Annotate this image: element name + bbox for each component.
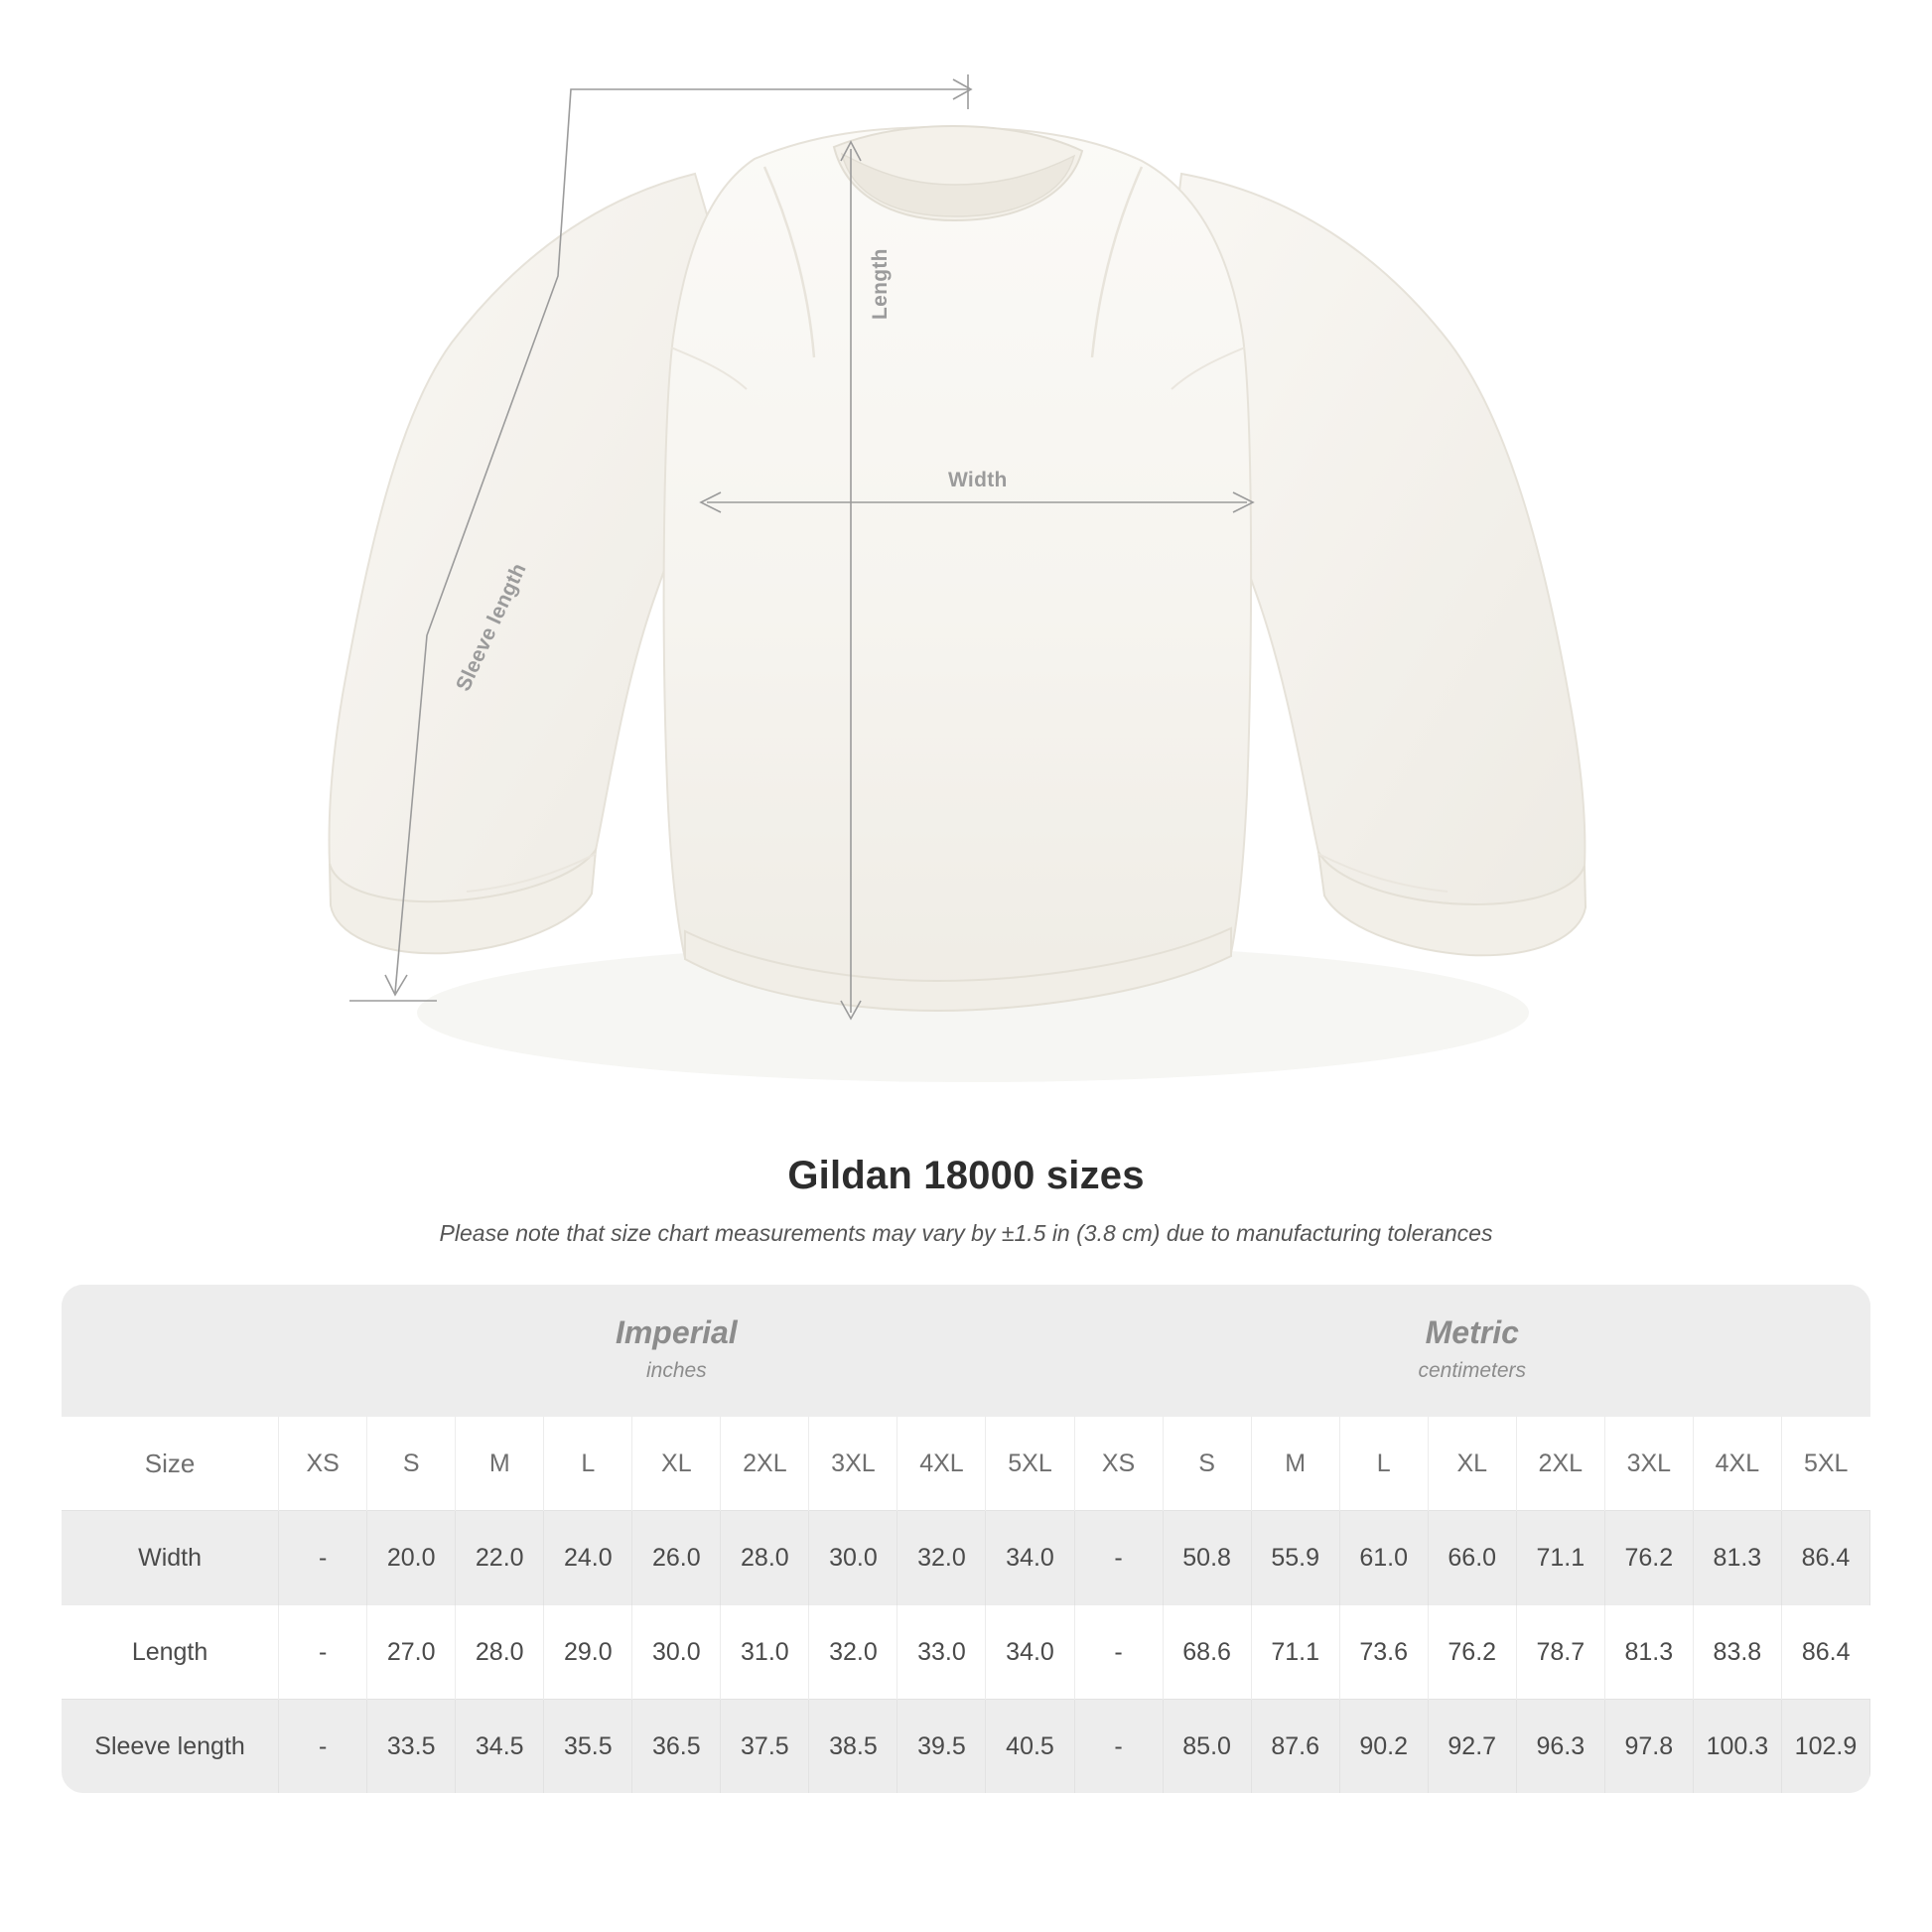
length-imperial-xs: - <box>279 1605 367 1700</box>
length-imperial-s: 27.0 <box>367 1605 456 1700</box>
header-metric-s: S <box>1163 1417 1251 1511</box>
width-metric-m: 55.9 <box>1251 1511 1339 1605</box>
sleeve-metric-l: 90.2 <box>1339 1700 1428 1794</box>
metric-label: Metric <box>1425 1314 1519 1350</box>
sleeve-metric-s: 85.0 <box>1163 1700 1251 1794</box>
length-metric-2xl: 78.7 <box>1516 1605 1604 1700</box>
sleeve-imperial-m: 34.5 <box>456 1700 544 1794</box>
title-block <box>0 1154 1932 1247</box>
sleeve-metric-xl: 92.7 <box>1428 1700 1516 1794</box>
row-label-width: Width <box>62 1511 279 1605</box>
sleeve-imperial-xs: - <box>279 1700 367 1794</box>
header-imperial-2xl: 2XL <box>721 1417 809 1511</box>
length-imperial-xl: 30.0 <box>632 1605 721 1700</box>
length-metric-4xl: 83.8 <box>1693 1605 1781 1700</box>
header-metric-3xl: 3XL <box>1604 1417 1693 1511</box>
imperial-unit-cell <box>279 1285 1074 1417</box>
sleeve-metric-3xl: 97.8 <box>1604 1700 1693 1794</box>
sleeve-length-label: Sleeve length <box>452 559 531 695</box>
sleeve-metric-2xl: 96.3 <box>1516 1700 1604 1794</box>
sleeve-metric-xs: - <box>1074 1700 1163 1794</box>
width-imperial-l: 24.0 <box>544 1511 632 1605</box>
width-metric-5xl: 86.4 <box>1781 1511 1869 1605</box>
width-metric-2xl: 71.1 <box>1516 1511 1604 1605</box>
imperial-sub-label: inches <box>645 1359 707 1382</box>
size-table-container <box>62 1285 1870 1793</box>
width-metric-4xl: 81.3 <box>1693 1511 1781 1605</box>
units-header-row <box>62 1285 1870 1417</box>
width-label: Width <box>948 469 1008 491</box>
header-metric-m: M <box>1251 1417 1339 1511</box>
width-imperial-s: 20.0 <box>367 1511 456 1605</box>
width-imperial-4xl: 32.0 <box>897 1511 986 1605</box>
size-header-row <box>62 1417 1870 1511</box>
row-label-sleeve-length: Sleeve length <box>62 1700 279 1794</box>
header-metric-2xl: 2XL <box>1516 1417 1604 1511</box>
length-imperial-3xl: 32.0 <box>809 1605 897 1700</box>
units-spacer <box>62 1285 279 1417</box>
header-imperial-xl: XL <box>632 1417 721 1511</box>
header-imperial-5xl: 5XL <box>986 1417 1074 1511</box>
header-metric-4xl: 4XL <box>1693 1417 1781 1511</box>
header-imperial-s: S <box>367 1417 456 1511</box>
width-imperial-3xl: 30.0 <box>809 1511 897 1605</box>
header-metric-5xl: 5XL <box>1781 1417 1869 1511</box>
length-imperial-l: 29.0 <box>544 1605 632 1700</box>
sleeve-metric-5xl: 102.9 <box>1781 1700 1869 1794</box>
table-row <box>62 1511 1870 1605</box>
length-metric-3xl: 81.3 <box>1604 1605 1693 1700</box>
row-label-length: Length <box>62 1605 279 1700</box>
length-metric-s: 68.6 <box>1163 1605 1251 1700</box>
header-metric-xl: XL <box>1428 1417 1516 1511</box>
width-metric-l: 61.0 <box>1339 1511 1428 1605</box>
length-metric-l: 73.6 <box>1339 1605 1428 1700</box>
table-row <box>62 1605 1870 1700</box>
sleeve-imperial-l: 35.5 <box>544 1700 632 1794</box>
length-imperial-4xl: 33.0 <box>897 1605 986 1700</box>
header-imperial-xs: XS <box>279 1417 367 1511</box>
header-metric-xs: XS <box>1074 1417 1163 1511</box>
sleeve-imperial-3xl: 38.5 <box>809 1700 897 1794</box>
width-imperial-2xl: 28.0 <box>721 1511 809 1605</box>
size-header-cell: Size <box>62 1417 279 1511</box>
sleeve-metric-4xl: 100.3 <box>1693 1700 1781 1794</box>
header-metric-l: L <box>1339 1417 1428 1511</box>
width-imperial-xl: 26.0 <box>632 1511 721 1605</box>
header-imperial-4xl: 4XL <box>897 1417 986 1511</box>
length-label: Length <box>869 248 892 320</box>
sleeve-imperial-s: 33.5 <box>367 1700 456 1794</box>
length-imperial-2xl: 31.0 <box>721 1605 809 1700</box>
metric-sub-label: centimeters <box>1418 1359 1527 1382</box>
size-table <box>62 1285 1870 1793</box>
width-metric-xs: - <box>1074 1511 1163 1605</box>
width-metric-3xl: 76.2 <box>1604 1511 1693 1605</box>
length-metric-m: 71.1 <box>1251 1605 1339 1700</box>
length-imperial-5xl: 34.0 <box>986 1605 1074 1700</box>
length-metric-xl: 76.2 <box>1428 1605 1516 1700</box>
sleeve-imperial-5xl: 40.5 <box>986 1700 1074 1794</box>
length-imperial-m: 28.0 <box>456 1605 544 1700</box>
table-row <box>62 1700 1870 1794</box>
width-imperial-xs: - <box>279 1511 367 1605</box>
sleeve-imperial-xl: 36.5 <box>632 1700 721 1794</box>
metric-unit-cell <box>1074 1285 1869 1417</box>
header-imperial-l: L <box>544 1417 632 1511</box>
sleeve-imperial-2xl: 37.5 <box>721 1700 809 1794</box>
header-imperial-m: M <box>456 1417 544 1511</box>
length-metric-5xl: 86.4 <box>1781 1605 1869 1700</box>
width-imperial-5xl: 34.0 <box>986 1511 1074 1605</box>
page-title: Gildan 18000 sizes <box>787 1154 1145 1197</box>
sleeve-imperial-4xl: 39.5 <box>897 1700 986 1794</box>
imperial-label: Imperial <box>615 1314 738 1350</box>
width-imperial-m: 22.0 <box>456 1511 544 1605</box>
width-metric-xl: 66.0 <box>1428 1511 1516 1605</box>
header-imperial-3xl: 3XL <box>809 1417 897 1511</box>
tolerance-note: Please note that size chart measurements may vary by ±1.5 in (3.8 cm) due to manufacturing tolerances <box>439 1220 1493 1246</box>
width-metric-s: 50.8 <box>1163 1511 1251 1605</box>
sleeve-metric-m: 87.6 <box>1251 1700 1339 1794</box>
length-metric-xs: - <box>1074 1605 1163 1700</box>
